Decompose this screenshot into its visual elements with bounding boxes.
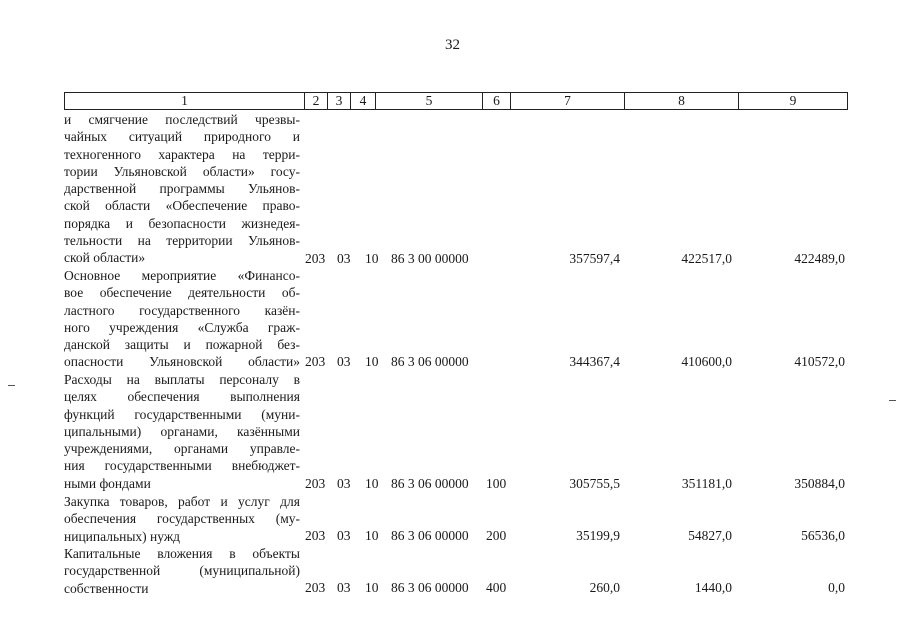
row-1-subsection: 10 <box>365 251 379 266</box>
description-line: функций государственными (муни- <box>64 406 300 422</box>
row-2-value-col9: 410572,0 <box>794 354 845 369</box>
description-line: ными фондами <box>64 475 151 491</box>
column-number-8: 8 <box>625 93 739 109</box>
row-5-target-article: 86 3 06 00000 <box>391 580 469 595</box>
description-line: опасности Ульяновской области» <box>64 354 300 370</box>
table-row-1-description <box>64 111 300 267</box>
table-row-5-description <box>64 545 300 597</box>
row-4-target-article: 86 3 06 00000 <box>391 528 469 543</box>
description-line: ниципальных) нужд <box>64 528 181 544</box>
scan-mark <box>889 400 896 401</box>
row-5-section: 03 <box>337 580 351 595</box>
description-line: данской защиты и пожарной без- <box>64 337 300 353</box>
row-1-value-col8: 422517,0 <box>681 251 732 266</box>
description-line: ской области «Обеспечение право- <box>64 198 300 214</box>
description-line: ного учреждения «Служба граж- <box>64 319 300 335</box>
column-number-5: 5 <box>376 93 483 109</box>
description-line: Закупка товаров, работ и услуг для <box>64 494 300 509</box>
table-row-3-description <box>64 371 300 492</box>
row-2-value-col7: 344367,4 <box>569 354 620 369</box>
row-2-target-article: 86 3 06 00000 <box>391 354 469 369</box>
row-2-value-col8: 410600,0 <box>681 354 732 369</box>
row-3-value-col9: 350884,0 <box>794 476 845 491</box>
row-2-section: 03 <box>337 354 351 369</box>
row-1-value-col7: 357597,4 <box>569 251 620 266</box>
column-number-4: 4 <box>351 93 376 109</box>
row-5-expense-type: 400 <box>486 580 507 595</box>
description-line: тории Ульяновской области» госу- <box>64 163 300 179</box>
description-line: и смягчение последствий чрезвы- <box>64 112 300 127</box>
description-line: Основное мероприятие «Финансо- <box>64 268 300 283</box>
scan-mark <box>8 385 15 386</box>
row-1-ved: 203 <box>305 251 326 266</box>
description-line: техногенного характера на терри- <box>64 146 300 162</box>
description-line: ципальными) органами, казёнными <box>64 423 300 439</box>
row-1-target-article: 86 3 00 00000 <box>391 251 469 266</box>
row-3-value-col7: 305755,5 <box>569 476 620 491</box>
column-number-1: 1 <box>65 93 305 109</box>
column-number-7: 7 <box>511 93 625 109</box>
row-3-subsection: 10 <box>365 476 379 491</box>
row-2-ved: 203 <box>305 354 326 369</box>
table-column-number-row <box>64 92 848 110</box>
description-line: вое обеспечение деятельности об- <box>64 285 300 301</box>
description-line: порядка и безопасности жизнедея- <box>64 215 300 231</box>
description-line: государственной (муниципальной) <box>64 563 300 579</box>
description-line: Капитальные вложения в объекты <box>64 546 300 561</box>
table-row-2-description <box>64 267 300 371</box>
description-line: дарственной программы Ульянов- <box>64 181 300 197</box>
description-line: учреждениями, органами управле- <box>64 441 300 457</box>
row-1-value-col9: 422489,0 <box>794 251 845 266</box>
description-line: Расходы на выплаты персоналу в <box>64 372 300 387</box>
description-line: чайных ситуаций природного и <box>64 129 300 145</box>
row-4-section: 03 <box>337 528 351 543</box>
row-3-target-article: 86 3 06 00000 <box>391 476 469 491</box>
column-number-9: 9 <box>789 93 797 108</box>
row-1-section: 03 <box>337 251 351 266</box>
row-4-value-col9: 56536,0 <box>801 528 845 543</box>
row-4-subsection: 10 <box>365 528 379 543</box>
row-3-section: 03 <box>337 476 351 491</box>
row-5-value-col8: 1440,0 <box>694 580 732 595</box>
row-5-ved: 203 <box>305 580 326 595</box>
row-4-value-col8: 54827,0 <box>688 528 732 543</box>
row-4-expense-type: 200 <box>486 528 507 543</box>
row-5-value-col7: 260,0 <box>589 580 620 595</box>
table-row-4-description <box>64 493 300 545</box>
row-2-subsection: 10 <box>365 354 379 369</box>
row-4-value-col7: 35199,9 <box>576 528 620 543</box>
column-number-3: 3 <box>328 93 351 109</box>
description-line: ластного государственного казён- <box>64 302 300 318</box>
row-5-subsection: 10 <box>365 580 379 595</box>
description-line: целях обеспечения выполнения <box>64 389 300 405</box>
row-3-value-col8: 351181,0 <box>681 476 732 491</box>
description-line: собственности <box>64 580 149 596</box>
row-4-ved: 203 <box>305 528 326 543</box>
page-number: 32 <box>445 37 460 53</box>
description-line: ния государственными внебюджет- <box>64 458 300 474</box>
row-3-ved: 203 <box>305 476 326 491</box>
description-line: тельности на территории Ульянов- <box>64 233 300 249</box>
description-line: ской области» <box>64 250 146 266</box>
row-5-value-col9: 0,0 <box>828 580 845 595</box>
column-number-6: 6 <box>483 93 511 109</box>
row-3-expense-type: 100 <box>486 476 507 491</box>
column-number-2: 2 <box>305 93 328 109</box>
description-line: обеспечения государственных (му- <box>64 511 300 527</box>
